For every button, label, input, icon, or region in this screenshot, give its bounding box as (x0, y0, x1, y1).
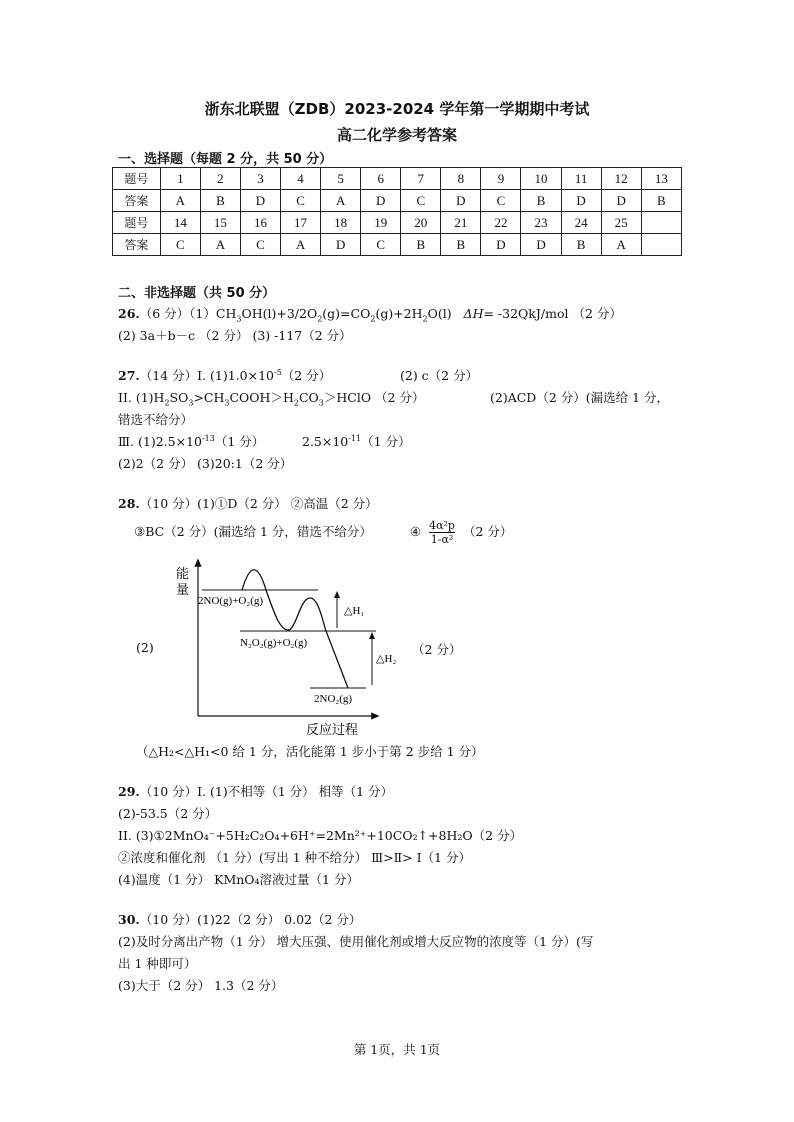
row-label: 题号 (113, 168, 161, 190)
table-row (113, 168, 682, 190)
question-number-cell: 4 (281, 168, 321, 190)
question-number-cell: 20 (401, 212, 441, 234)
answer-cell: B (641, 190, 681, 212)
q28-line1: 28.（10 分）(1)①D（2 分） ②高温（2 分） (118, 496, 378, 511)
row-label: 答案 (113, 190, 161, 212)
question-number-cell: 11 (561, 168, 601, 190)
answer-cell: D (521, 234, 561, 256)
level-label-initial: 2NO(g)+O₂(g) (198, 595, 264, 607)
question-number-cell: 10 (521, 168, 561, 190)
q27-line4: Ⅲ. $(1)2.5\times 10^{-13}(1$ 分） $2.5\times 10^{-11}(1$ 分） (118, 433, 411, 449)
question-number-cell: 23 (521, 212, 561, 234)
question-number-cell: 8 (441, 168, 481, 190)
answer-cell: D (601, 190, 641, 212)
table-row (113, 234, 682, 256)
q26-line2: (2) 3a＋b－c （2 分） (3) -117（2 分） (118, 328, 352, 343)
q28-note: （△H₂<△H₁<0 给 1 分，活化能第 1 步小于第 2 步给 1 分） (136, 744, 484, 759)
table-row (113, 212, 682, 234)
answer-cell: C (281, 190, 321, 212)
q26-line1: 26.（6 分）$(1)CH_3OH(l)+3/2O_2(g)=CO_2(g)+2H_2O(l)$ ΔH= -32QkJ/mol （2 分） (118, 306, 622, 324)
answer-cell: A (321, 190, 361, 212)
question-number-cell: 22 (481, 212, 521, 234)
answer-cell: C (240, 234, 280, 256)
question-number-cell: 17 (281, 212, 321, 234)
question-number-cell: 14 (160, 212, 200, 234)
table-row (113, 190, 682, 212)
answer-cell: C (481, 190, 521, 212)
question-number-cell: 1 (160, 168, 200, 190)
answer-cell: C (401, 190, 441, 212)
level-label-intermediate: N₂O₂(g)+O₂(g) (240, 637, 308, 649)
section-choice-heading: 一、选择题（每题 2 分，共 50 分） (118, 152, 333, 167)
section-nonchoice-heading: 二、非选择题（共 50 分） (118, 286, 276, 301)
q29-line2: (2)-53.5（2 分） (118, 806, 218, 821)
answer-cell: D (361, 190, 401, 212)
energy-diagram (170, 558, 397, 740)
dh1-label: △H₁ (344, 605, 365, 617)
question-number-cell: 25 (601, 212, 641, 234)
x-axis-label: 反应过程 (306, 723, 359, 738)
q27-line2: II. $(1)H_2SO_3>CH_3COOH>H_2CO_3>HClO$ （2 分） (2)ACD（2 分）(漏选给 1 分， (118, 390, 670, 408)
answer-cell: D (321, 234, 361, 256)
q29-line1: 29.（10 分）I. (1)不相等（1 分） 相等（1 分） (118, 784, 394, 799)
q29-line4: ②浓度和催化剂 （1 分）(写出 1 种不给分） Ⅲ>Ⅱ> Ⅰ（1 分） (118, 850, 471, 865)
exam-title: 浙东北联盟（ZDB）2023-2024 学年第一学期期中考试 (204, 100, 590, 118)
exam-subtitle: 高二化学参考答案 (336, 126, 457, 144)
row-label: 答案 (113, 234, 161, 256)
q27-line5: (2)2（2 分） (3)20:1（2 分） (118, 456, 293, 471)
question-number-cell: 12 (601, 168, 641, 190)
question-number-cell: 7 (401, 168, 441, 190)
answer-cell: D (561, 190, 601, 212)
question-number-cell: 19 (361, 212, 401, 234)
question-number-cell: 15 (200, 212, 240, 234)
row-label: 题号 (113, 212, 161, 234)
y-axis-label-1: 能 (176, 567, 190, 582)
q28-part2-label: (2) (136, 640, 154, 655)
question-number-cell: 6 (361, 168, 401, 190)
question-number-cell: 9 (481, 168, 521, 190)
question-number-cell: 18 (321, 212, 361, 234)
q29-line3: II. (3)①2MnO₄⁻+5H₂C₂O₄+6H⁺=2Mn²⁺+10CO₂↑+8H₂O（2 分） (118, 828, 523, 843)
q28-diagram-score: （2 分） (412, 642, 462, 657)
answer-cell: D (481, 234, 521, 256)
q30-line1: 30.（10 分）(1)22（2 分） 0.02（2 分） (118, 912, 362, 927)
reaction-path-curve (242, 570, 348, 688)
answer-cell: B (561, 234, 601, 256)
q29-line5: (4)温度（1 分） KMnO₄溶液过量（1 分） (118, 872, 359, 887)
question-number-cell: 3 (240, 168, 280, 190)
answer-table (112, 167, 682, 256)
answer-cell: C (361, 234, 401, 256)
q27-line3: 错选不给分） (118, 412, 194, 427)
answer-cell: B (401, 234, 441, 256)
answer-cell: B (200, 190, 240, 212)
question-number-cell: 13 (641, 168, 681, 190)
answer-cell: D (441, 190, 481, 212)
question-number-cell (641, 212, 681, 234)
answer-cell: B (441, 234, 481, 256)
level-label-final: 2NO₂(g) (314, 693, 353, 705)
question-number-cell: 5 (321, 168, 361, 190)
answer-cell: A (200, 234, 240, 256)
page-footer: 第 1页，共 1页 (353, 1042, 441, 1057)
question-number-cell: 24 (561, 212, 601, 234)
answer-cell: A (601, 234, 641, 256)
dh2-label: △H₂ (376, 653, 397, 665)
answer-cell: D (240, 190, 280, 212)
q30-line3: 出 1 种即可） (118, 956, 197, 971)
question-number-cell: 2 (200, 168, 240, 190)
answer-cell: A (160, 190, 200, 212)
q28-line2: ③BC（2 分）(漏选给 1 分，错选不给分） ④ $\frac{\text{4α²p}}{\text{1-α²}}$ （2 分） (134, 519, 513, 546)
kp-expression: $\frac{\text{4α²p}}{\text{1-α²}}$ (429, 519, 455, 546)
q30-line4: (3)大于（2 分） 1.3（2 分） (118, 978, 284, 993)
q30-line2: (2)及时分离出产物（1 分） 增大压强、使用催化剂或增大反应物的浓度等（1 分）(写 (118, 934, 594, 949)
answer-cell (641, 234, 681, 256)
q27-line1: 27.（14 分）I. $(1)1.0\times 10^{-5}(2$ 分） (2) c（2 分） (118, 367, 479, 383)
y-axis-label-2: 量 (176, 583, 190, 598)
question-number-cell: 21 (441, 212, 481, 234)
answer-cell: C (160, 234, 200, 256)
question-number-cell: 16 (240, 212, 280, 234)
answer-cell: B (521, 190, 561, 212)
answer-cell: A (281, 234, 321, 256)
